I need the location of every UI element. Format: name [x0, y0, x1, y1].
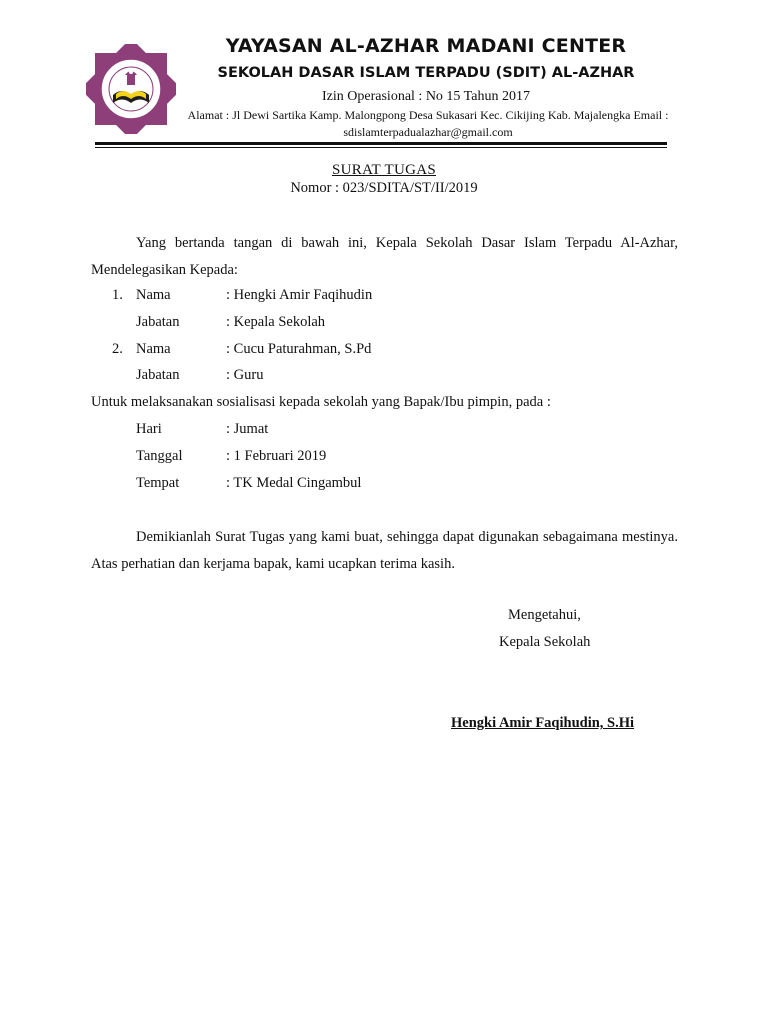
schedule-day-value: : Jumat: [226, 421, 269, 437]
delegate-position-value: : Guru: [226, 367, 264, 383]
header-divider-thin: [95, 147, 667, 148]
acknowledge-text: Mengetahui,: [508, 607, 581, 623]
schedule-date-label: Tanggal: [136, 448, 183, 464]
delegate-position-label: Jabatan: [136, 367, 180, 383]
school-logo-icon: [86, 44, 176, 134]
schedule-date-value: : 1 Februari 2019: [226, 448, 327, 464]
closing-paragraph: Demikianlah Surat Tugas yang kami buat, sehingga dapat digunakan sebagaimana mestinya. Atas perhatian dan kerjama bapak, kami ucapkan terima kasih.: [91, 529, 678, 572]
delegate-name-label: Nama: [136, 341, 171, 357]
signatory-name: Hengki Amir Faqihudin, S.Hi: [451, 715, 635, 731]
delegate-name-value: : Hengki Amir Faqihudin: [226, 287, 373, 303]
school-address: Alamat : Jl Dewi Sartika Kamp. Malongpong Desa Sukasari Kec. Cikijing Kab. Majalengka Email : sdislamterpadualazhar@gmail.com: [187, 108, 669, 139]
delegate-position-value: : Kepala Sekolah: [226, 314, 326, 330]
school-name: SEKOLAH DASAR ISLAM TERPADU (SDIT) AL-AZHAR: [217, 65, 635, 81]
delegate-name-value: : Cucu Paturahman, S.Pd: [226, 341, 372, 357]
signatory-role: Kepala Sekolah: [499, 634, 591, 650]
delegate-number: 2.: [112, 341, 123, 357]
schedule-place-value: : TK Medal Cingambul: [226, 475, 362, 491]
intro-paragraph: Yang bertanda tangan di bawah ini, Kepala Sekolah Dasar Islam Terpadu Al-Azhar, Mendelegasikan Kepada:: [91, 235, 678, 278]
operational-permit: Izin Operasional : No 15 Tahun 2017: [322, 89, 530, 104]
header-divider-thick: [95, 142, 667, 145]
delegate-name-label: Nama: [136, 287, 171, 303]
purpose-text: Untuk melaksanakan sosialisasi kepada sekolah yang Bapak/Ibu pimpin, pada :: [91, 394, 551, 410]
document-title: SURAT TUGAS: [331, 162, 437, 178]
schedule-day-label: Hari: [136, 421, 162, 437]
delegate-position-label: Jabatan: [136, 314, 180, 330]
document-number: Nomor : 023/SDITA/ST/II/2019: [290, 180, 478, 196]
delegate-number: 1.: [112, 287, 123, 303]
schedule-place-label: Tempat: [136, 475, 180, 491]
foundation-name: YAYASAN AL-AZHAR MADANI CENTER: [225, 35, 627, 57]
